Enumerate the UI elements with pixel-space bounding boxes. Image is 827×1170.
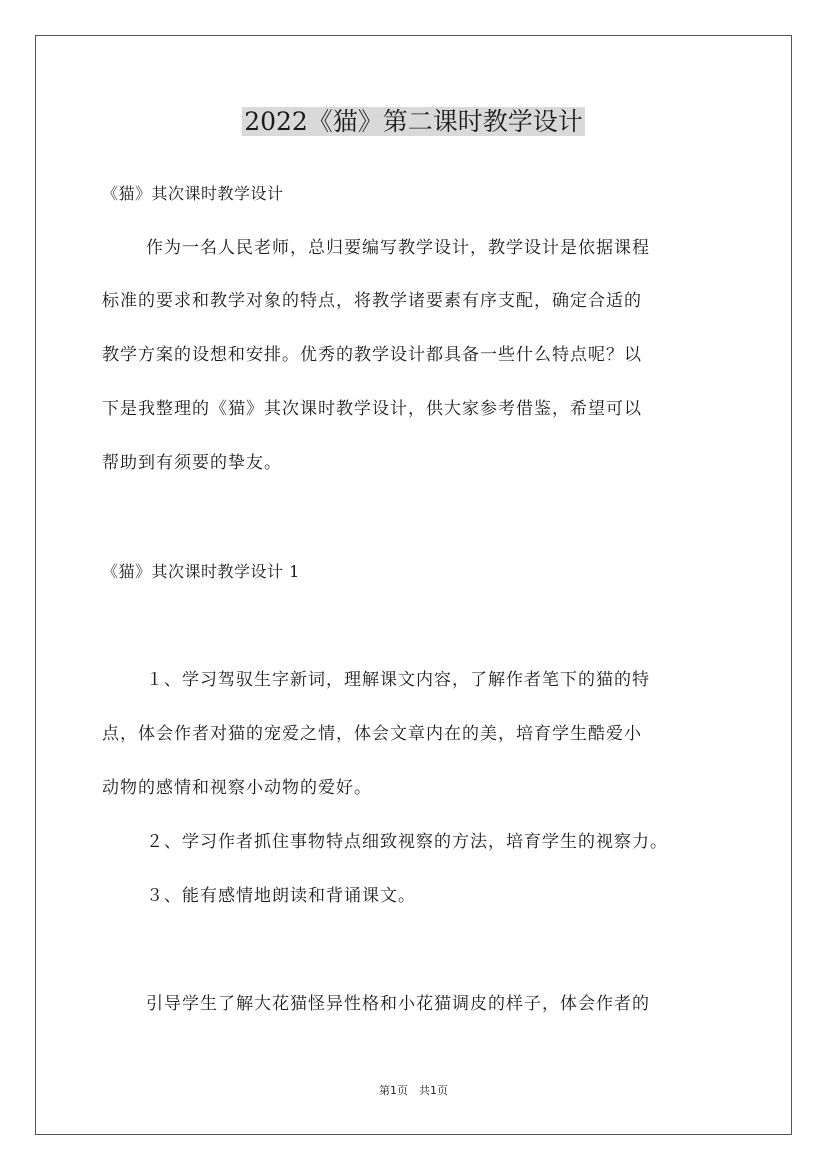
- goal-line-3: 动物的感情和视察小动物的爱好。: [102, 778, 372, 798]
- intro-line-3: 教学方案的设想和安排。优秀的教学设计都具备一些什么特点呢？以: [102, 345, 642, 365]
- subtitle: 《猫》其次课时教学设计: [102, 184, 284, 203]
- document-title: 2022《猫》第二课时教学设计: [244, 107, 583, 136]
- goal-line-2: 点，体会作者对猫的宠爱之情，体会文章内在的美，培育学生酷爱小: [102, 724, 642, 744]
- goal-line-1: １、学习驾驭生字新词，理解课文内容，了解作者笔下的猫的特: [146, 670, 650, 690]
- goal-line-5: ３、能有感情地朗读和背诵课文。: [146, 886, 416, 906]
- closing-line: 引导学生了解大花猫怪异性格和小花猫调皮的样子，体会作者的: [146, 994, 650, 1014]
- page-footer: 第1页 共1页: [379, 1084, 448, 1097]
- goal-line-4: ２、学习作者抓住事物特点细致视察的方法，培育学生的视察力。: [146, 832, 668, 852]
- intro-line-1: 作为一名人民老师，总归要编写教学设计，教学设计是依据课程: [146, 238, 650, 258]
- intro-line-4: 下是我整理的《猫》其次课时教学设计，供大家参考借鉴，希望可以: [102, 399, 642, 419]
- intro-line-2: 标准的要求和教学对象的特点，将教学诸要素有序支配，确定合适的: [102, 291, 642, 311]
- section-heading: 《猫》其次课时教学设计 1: [102, 562, 300, 581]
- intro-line-5: 帮助到有须要的挚友。: [102, 453, 282, 473]
